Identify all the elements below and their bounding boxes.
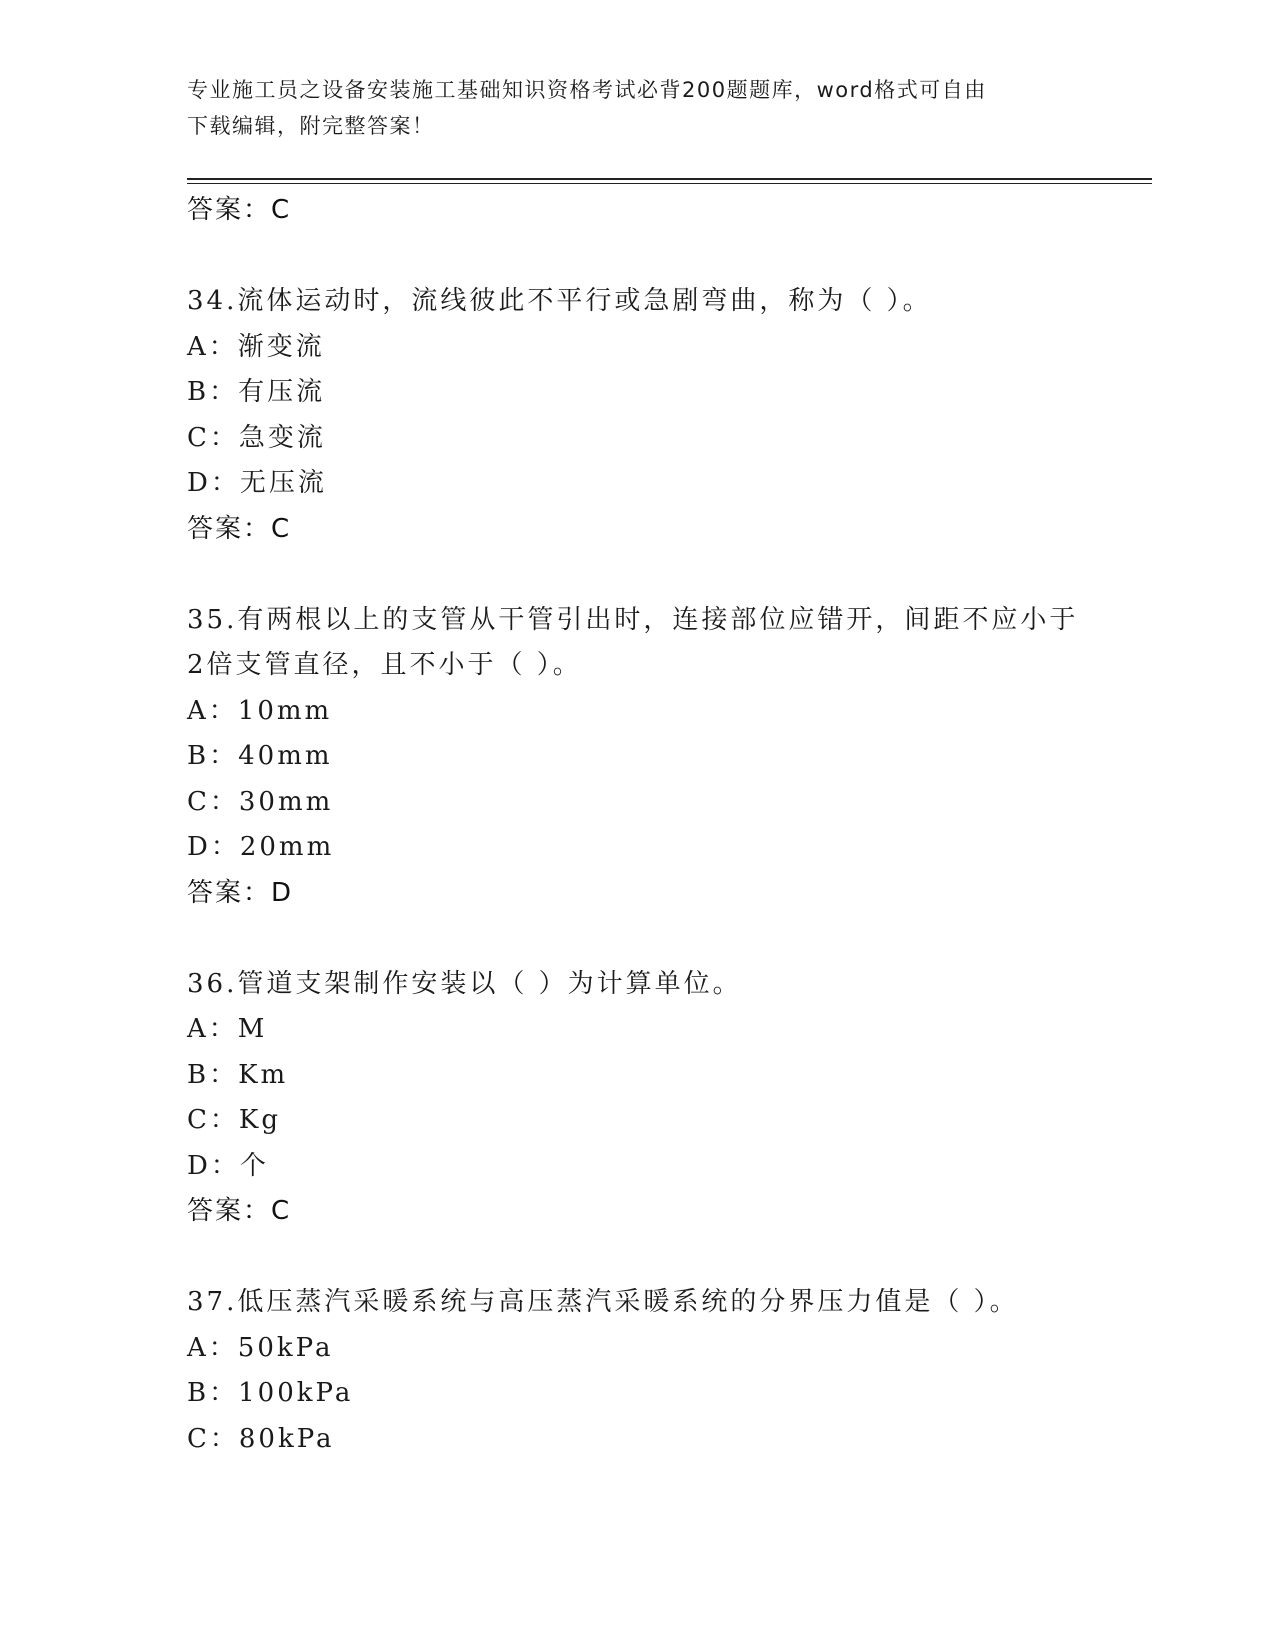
question-text: 37.低压蒸汽采暖系统与高压蒸汽采暖系统的分界压力值是（ ）。	[187, 1287, 1019, 1317]
question-text: 34.流体运动时，流线彼此不平行或急剧弯曲，称为（ ）。	[187, 286, 932, 316]
answer-line: 答案：D	[187, 877, 294, 908]
option-a: A：渐变流	[187, 331, 325, 362]
answer-line: 答案：C	[187, 195, 292, 225]
question-35	[187, 598, 1087, 917]
question-text: 35.有两根以上的支管从干管引出时，连接部位应错开，间距不应小于	[187, 604, 1079, 635]
header-line-1: 专业施工员之设备安装施工基础知识资格考试必背200题题库，word格式可自由	[187, 78, 987, 102]
question-34	[187, 279, 1087, 552]
option-a: A：50kPa	[187, 1332, 334, 1363]
page-header	[187, 72, 1067, 144]
answer-line: 答案：C	[187, 1196, 292, 1226]
spacer	[187, 234, 1087, 280]
spacer	[187, 916, 1087, 962]
header-divider-thin	[187, 183, 1152, 184]
option-c: C：急变流	[187, 422, 326, 453]
option-b: B：100kPa	[187, 1378, 354, 1408]
option-c: C：80kPa	[187, 1423, 335, 1454]
spacer	[187, 1235, 1087, 1281]
spacer	[187, 552, 1087, 598]
option-a: A：M	[187, 1014, 268, 1044]
option-a: A：10mm	[187, 695, 333, 726]
question-text: 36.管道支架制作安装以（ ）为计算单位。	[187, 968, 742, 999]
option-c: C：30mm	[187, 786, 334, 817]
question-list	[187, 188, 1087, 1462]
option-b: B：Km	[187, 1059, 289, 1090]
header-line-2: 下载编辑，附完整答案！	[187, 114, 435, 138]
answer-line: 答案：C	[187, 513, 292, 544]
option-d: D：无压流	[187, 468, 327, 498]
option-c: C：Kg	[187, 1105, 281, 1135]
option-b: B：40mm	[187, 741, 333, 771]
question-text-continued: 2倍支管直径，且不小于（ ）。	[187, 650, 582, 680]
option-d: D：个	[187, 1150, 269, 1181]
question-36	[187, 962, 1087, 1235]
header-divider-thick	[187, 178, 1152, 180]
option-b: B：有压流	[187, 377, 326, 407]
question-37	[187, 1280, 1087, 1462]
option-d: D：20mm	[187, 832, 335, 862]
